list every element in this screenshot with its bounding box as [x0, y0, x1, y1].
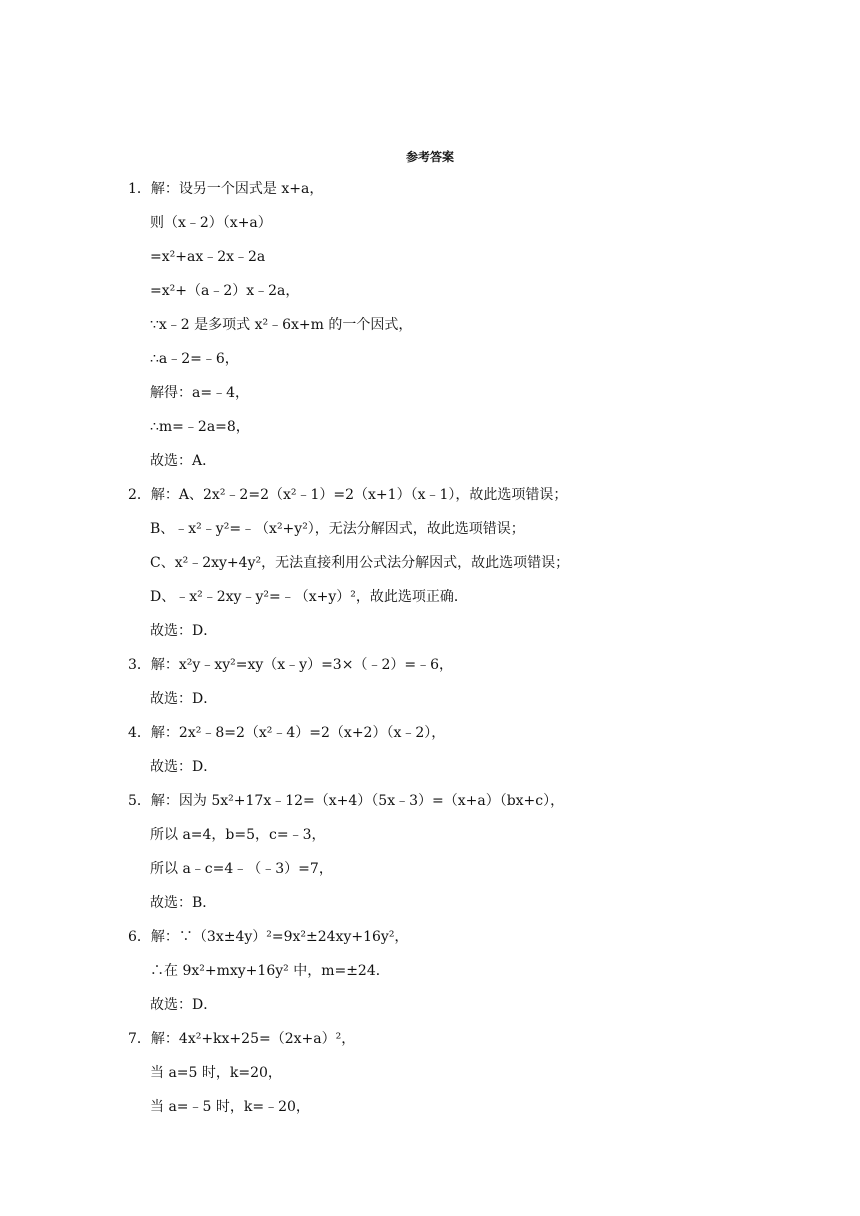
- answer-5-line-1: 5．解：因为 5x²+17x﹣12=（x+4）（5x﹣3）=（x+a）（bx+c），: [128, 793, 565, 809]
- answer-3-line-1: 3．解：x²y﹣xy²=xy（x﹣y）=3×（﹣2）=﹣6，: [128, 657, 453, 673]
- answer-5-line-2: 所以 a=4，b=5，c=﹣3，: [150, 827, 326, 843]
- answer-1-line-4: =x²+（a﹣2）x﹣2a，: [150, 283, 300, 299]
- answer-7-line-1: 7．解：4x²+kx+25=（2x+a）²，: [128, 1031, 356, 1047]
- answer-4-line-1: 4．解：2x²﹣8=2（x²﹣4）=2（x+2）（x﹣2），: [128, 725, 446, 741]
- answer-1-line-6: ∴a﹣2=﹣6，: [150, 351, 239, 367]
- answer-4-choice: 故选：D．: [150, 759, 218, 775]
- answer-5-choice: 故选：B．: [150, 895, 217, 911]
- answer-6-line-1: 6．解：∵（3x±4y）²=9x²±24xy+16y²，: [128, 929, 409, 945]
- answer-1-line-5: ∵x﹣2 是多项式 x²﹣6x+m 的一个因式，: [150, 317, 413, 333]
- answer-7-line-3: 当 a=﹣5 时，k=﹣20，: [150, 1099, 310, 1115]
- answer-1-choice: 故选：A．: [150, 453, 217, 469]
- answer-2-line-3: C、x²﹣2xy+4y²，无法直接利用公式法分解因式，故此选项错误；: [150, 555, 570, 571]
- answer-5-line-3: 所以 a﹣c=4﹣（﹣3）=7，: [150, 861, 333, 877]
- answer-7-line-2: 当 a=5 时，k=20，: [150, 1065, 282, 1081]
- answer-1-line-7: 解得：a=﹣4，: [150, 385, 249, 401]
- page-title: 参考答案: [405, 150, 454, 164]
- answer-6-line-2: ∴在 9x²+mxy+16y² 中，m=±24．: [150, 963, 390, 979]
- answer-1-line-8: ∴m=﹣2a=8，: [150, 419, 250, 435]
- answer-2-line-4: D、﹣x²﹣2xy﹣y²=﹣（x+y）²，故此选项正确．: [150, 589, 468, 605]
- answer-1-line-2: 则（x﹣2）（x+a）: [150, 215, 272, 231]
- answer-6-choice: 故选：D．: [150, 997, 218, 1013]
- answer-2-line-1: 2．解：A、2x²﹣2=2（x²﹣1）=2（x+1）（x﹣1），故此选项错误；: [128, 487, 568, 503]
- answer-1-line-1: 1．解：设另一个因式是 x+a，: [128, 181, 324, 197]
- answer-1-line-3: =x²+ax﹣2x﹣2a: [150, 249, 266, 265]
- answer-3-choice: 故选：D．: [150, 691, 218, 707]
- answer-2-line-2: B、﹣x²﹣y²=﹣（x²+y²），无法分解因式，故此选项错误；: [150, 521, 525, 537]
- answer-2-choice: 故选：D．: [150, 623, 218, 639]
